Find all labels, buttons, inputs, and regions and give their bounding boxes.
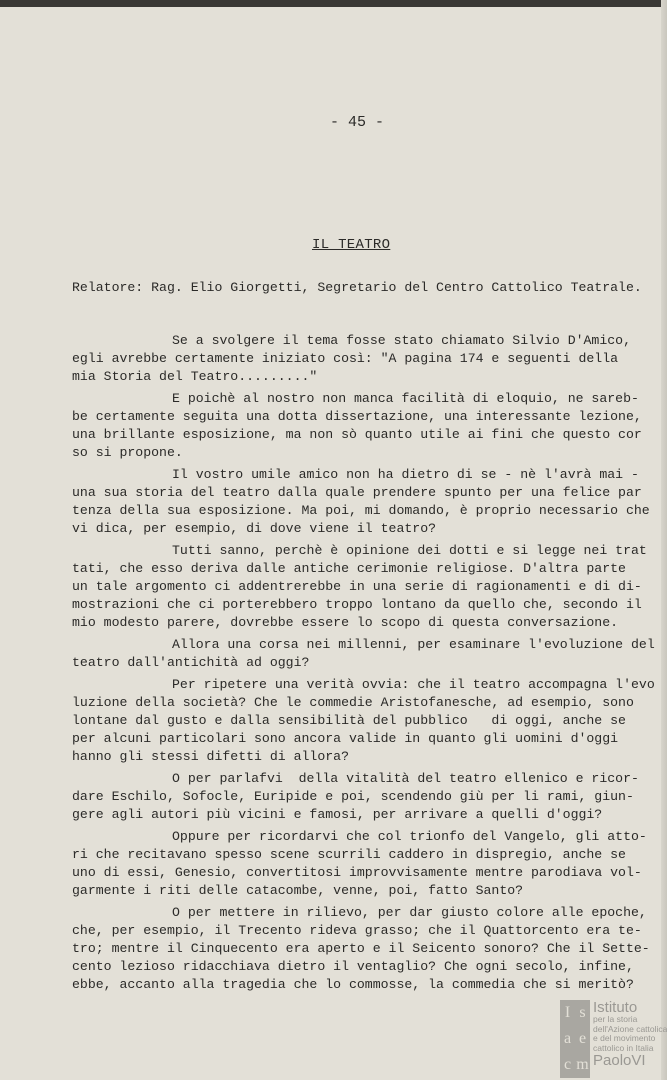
logo-monogram (560, 1000, 590, 1078)
logo-letter: a (563, 1030, 572, 1047)
logo-letter: m (576, 1056, 589, 1073)
text-line: mostrazioni che ci porterebbero troppo lontano da quello che, secondo il (72, 597, 642, 612)
text-line: un tale argomento ci addentrerebbe in una serie di ragionamenti e di di- (72, 579, 642, 594)
document-title: IL TEATRO (312, 237, 391, 253)
paragraph (72, 332, 662, 386)
paragraph (72, 636, 662, 672)
scan-top-edge (0, 0, 667, 7)
paragraph (72, 542, 662, 632)
text-line: Il vostro umile amico non ha dietro di se - nè l'avrà mai - (172, 467, 639, 482)
text-line: be certamente seguita una dotta dissertazione, una interessante lezione, (72, 409, 642, 424)
paragraph (72, 904, 662, 994)
text-line: mia Storia del Teatro........." (72, 369, 318, 384)
logo-text (593, 1000, 667, 1068)
text-line: tro; mentre il Cinquecento era aperto e il Seicento sonoro? Che il Sette- (72, 941, 650, 956)
text-line: so si propone. (72, 445, 183, 460)
paragraph (72, 390, 662, 462)
paragraph (72, 676, 662, 766)
logo-text-line: e del movimento (593, 1033, 656, 1044)
text-line: tati, che esso deriva dalle antiche cerimonie religiose. D'altra parte (72, 561, 626, 576)
page-number: - 45 - (330, 114, 385, 131)
logo-letter: I (564, 1004, 571, 1021)
paragraph (72, 770, 662, 824)
text-line: per alcuni particolari sono ancora valide in quanto gli uomini d'oggi (72, 731, 619, 746)
document-body (72, 332, 662, 998)
text-line: che, per esempio, il Trecento rideva grasso; che il Quattorcento era te- (72, 923, 642, 938)
text-line: uno di essi, Genesio, convertitosi improvvisamente mentre parodiava vol- (72, 865, 642, 880)
text-line: Tutti sanno, perchè è opinione dei dotti e si legge nei trat (172, 543, 647, 558)
text-line: Per ripetere una verità ovvia: che il teatro accompagna l'evo (172, 677, 655, 692)
logo-letter: c (563, 1056, 572, 1073)
paragraph (72, 828, 662, 900)
text-line: garmente i riti delle catacombe, venne, poi, fatto Santo? (72, 883, 524, 898)
text-line: gere agli autori più vicini e famosi, per arrivare a quelli d'oggi? (72, 807, 603, 822)
text-line: una sua storia del teatro dalla quale prendere spunto per una felice par (72, 485, 642, 500)
speaker-line: Relatore: Rag. Elio Giorgetti, Segretario del Centro Cattolico Teatrale. (72, 280, 642, 295)
text-line: luzione della società? Che le commedie Aristofanesche, ad esempio, sono (72, 695, 634, 710)
logo-text-line: per la storia (593, 1014, 638, 1024)
text-line: ri che recitavano spesso scene scurrili caddero in dispregio, anche se (72, 847, 626, 862)
text-line: E poichè al nostro non manca facilità di eloquio, ne sareb- (172, 391, 639, 406)
text-line: egli avrebbe certamente iniziato così: "A pagina 174 e seguenti della (72, 351, 619, 366)
text-line: Allora una corsa nei millenni, per esaminare l'evoluzione del (172, 637, 655, 652)
logo-letter: e (578, 1030, 587, 1047)
text-line: lontane dal gusto e dalla sensibilità del pubblico di oggi, anche se (72, 713, 626, 728)
text-line: cento lezioso ridacchiava dietro il ventaglio? Che ogni secolo, infine, (72, 959, 634, 974)
institute-logo (560, 1000, 665, 1078)
logo-text-line: Istituto (593, 999, 638, 1016)
logo-letter: s (579, 1004, 586, 1021)
text-line: mio modesto parere, dovrebbe essere lo scopo di questa conversazione. (72, 615, 619, 630)
text-line: teatro dall'antichità ad oggi? (72, 655, 310, 670)
logo-text-line: PaoloVI (593, 1052, 646, 1070)
logo-text-line: cattolico in Italia (593, 1042, 654, 1053)
text-line: Oppure per ricordarvi che col trionfo del Vangelo, gli atto- (172, 829, 647, 844)
text-line: O per mettere in rilievo, per dar giusto colore alle epoche, (172, 905, 647, 920)
text-line: dare Eschilo, Sofocle, Euripide e poi, scendendo giù per li rami, giun- (72, 789, 634, 804)
text-line: ebbe, accanto alla tragedia che lo commosse, la commedia che si meritò? (72, 977, 634, 992)
text-line: O per parlafvi della vitalità del teatro ellenico e ricor- (172, 771, 639, 786)
text-line: tenza della sua esposizione. Ma poi, mi domando, è proprio necessario che (72, 503, 650, 518)
paragraph (72, 466, 662, 538)
logo-text-line: dell'Azione cattolica (593, 1023, 667, 1034)
text-line: una brillante esposizione, ma non sò quanto utile ai fini che questo cor (72, 427, 642, 442)
text-line: Se a svolgere il tema fosse stato chiamato Silvio D'Amico, (172, 333, 631, 348)
text-line: vi dica, per esempio, di dove viene il teatro? (72, 521, 437, 536)
text-line: hanno gli stessi difetti di allora? (72, 749, 349, 764)
